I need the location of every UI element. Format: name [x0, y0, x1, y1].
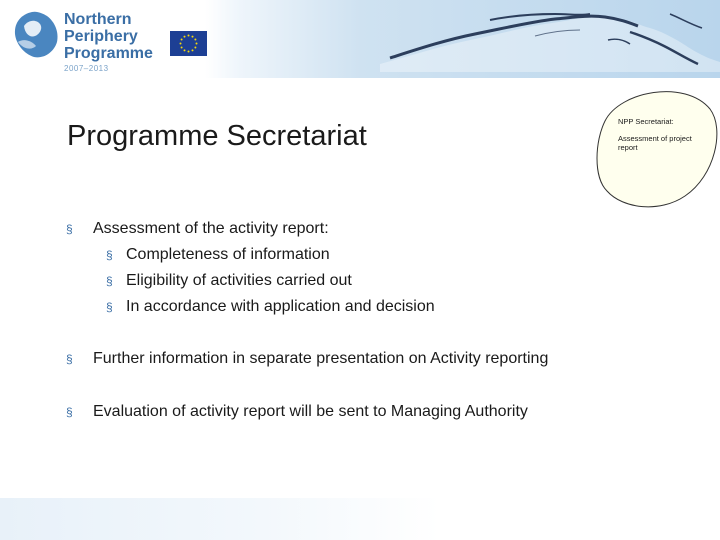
bullet-marker: §	[106, 300, 113, 314]
callout-heading: NPP Secretariat:	[618, 117, 674, 126]
logo-wordmark	[64, 11, 153, 62]
subbullet-accordance	[106, 298, 435, 316]
bullet-marker: §	[106, 274, 113, 288]
bullet-evaluation	[66, 403, 528, 421]
bullet-text: Eligibility of activities carried out	[126, 272, 352, 289]
coastline-graphic	[380, 6, 720, 72]
bullet-marker: §	[66, 405, 73, 419]
bullet-assessment	[66, 220, 329, 238]
bullet-text: Assessment of the activity report:	[93, 220, 329, 237]
eu-flag-icon	[170, 31, 207, 56]
bullet-marker: §	[106, 248, 113, 262]
logo-line-3: Programme	[64, 45, 153, 62]
slide-title: Programme Secretariat	[67, 120, 367, 152]
subbullet-eligibility	[106, 272, 352, 290]
bullet-text: In accordance with application and decision	[126, 298, 435, 315]
bullet-marker: §	[66, 352, 73, 366]
bullet-marker: §	[66, 222, 73, 236]
bullet-text: Evaluation of activity report will be sent to Managing Authority	[93, 403, 528, 420]
subbullet-completeness	[106, 246, 330, 264]
bullet-text: Completeness of information	[126, 246, 330, 263]
footer-band	[0, 498, 440, 540]
logo-line-2: Periphery	[64, 28, 138, 45]
bullet-text: Further information in separate presentation on Activity reporting	[93, 350, 549, 367]
bullet-further-information	[66, 350, 549, 368]
logo-line-1: Northern	[64, 11, 132, 28]
callout-body: Assessment of project report	[618, 133, 692, 152]
logo-years: 2007–2013	[64, 64, 109, 73]
callout-text	[618, 117, 698, 153]
